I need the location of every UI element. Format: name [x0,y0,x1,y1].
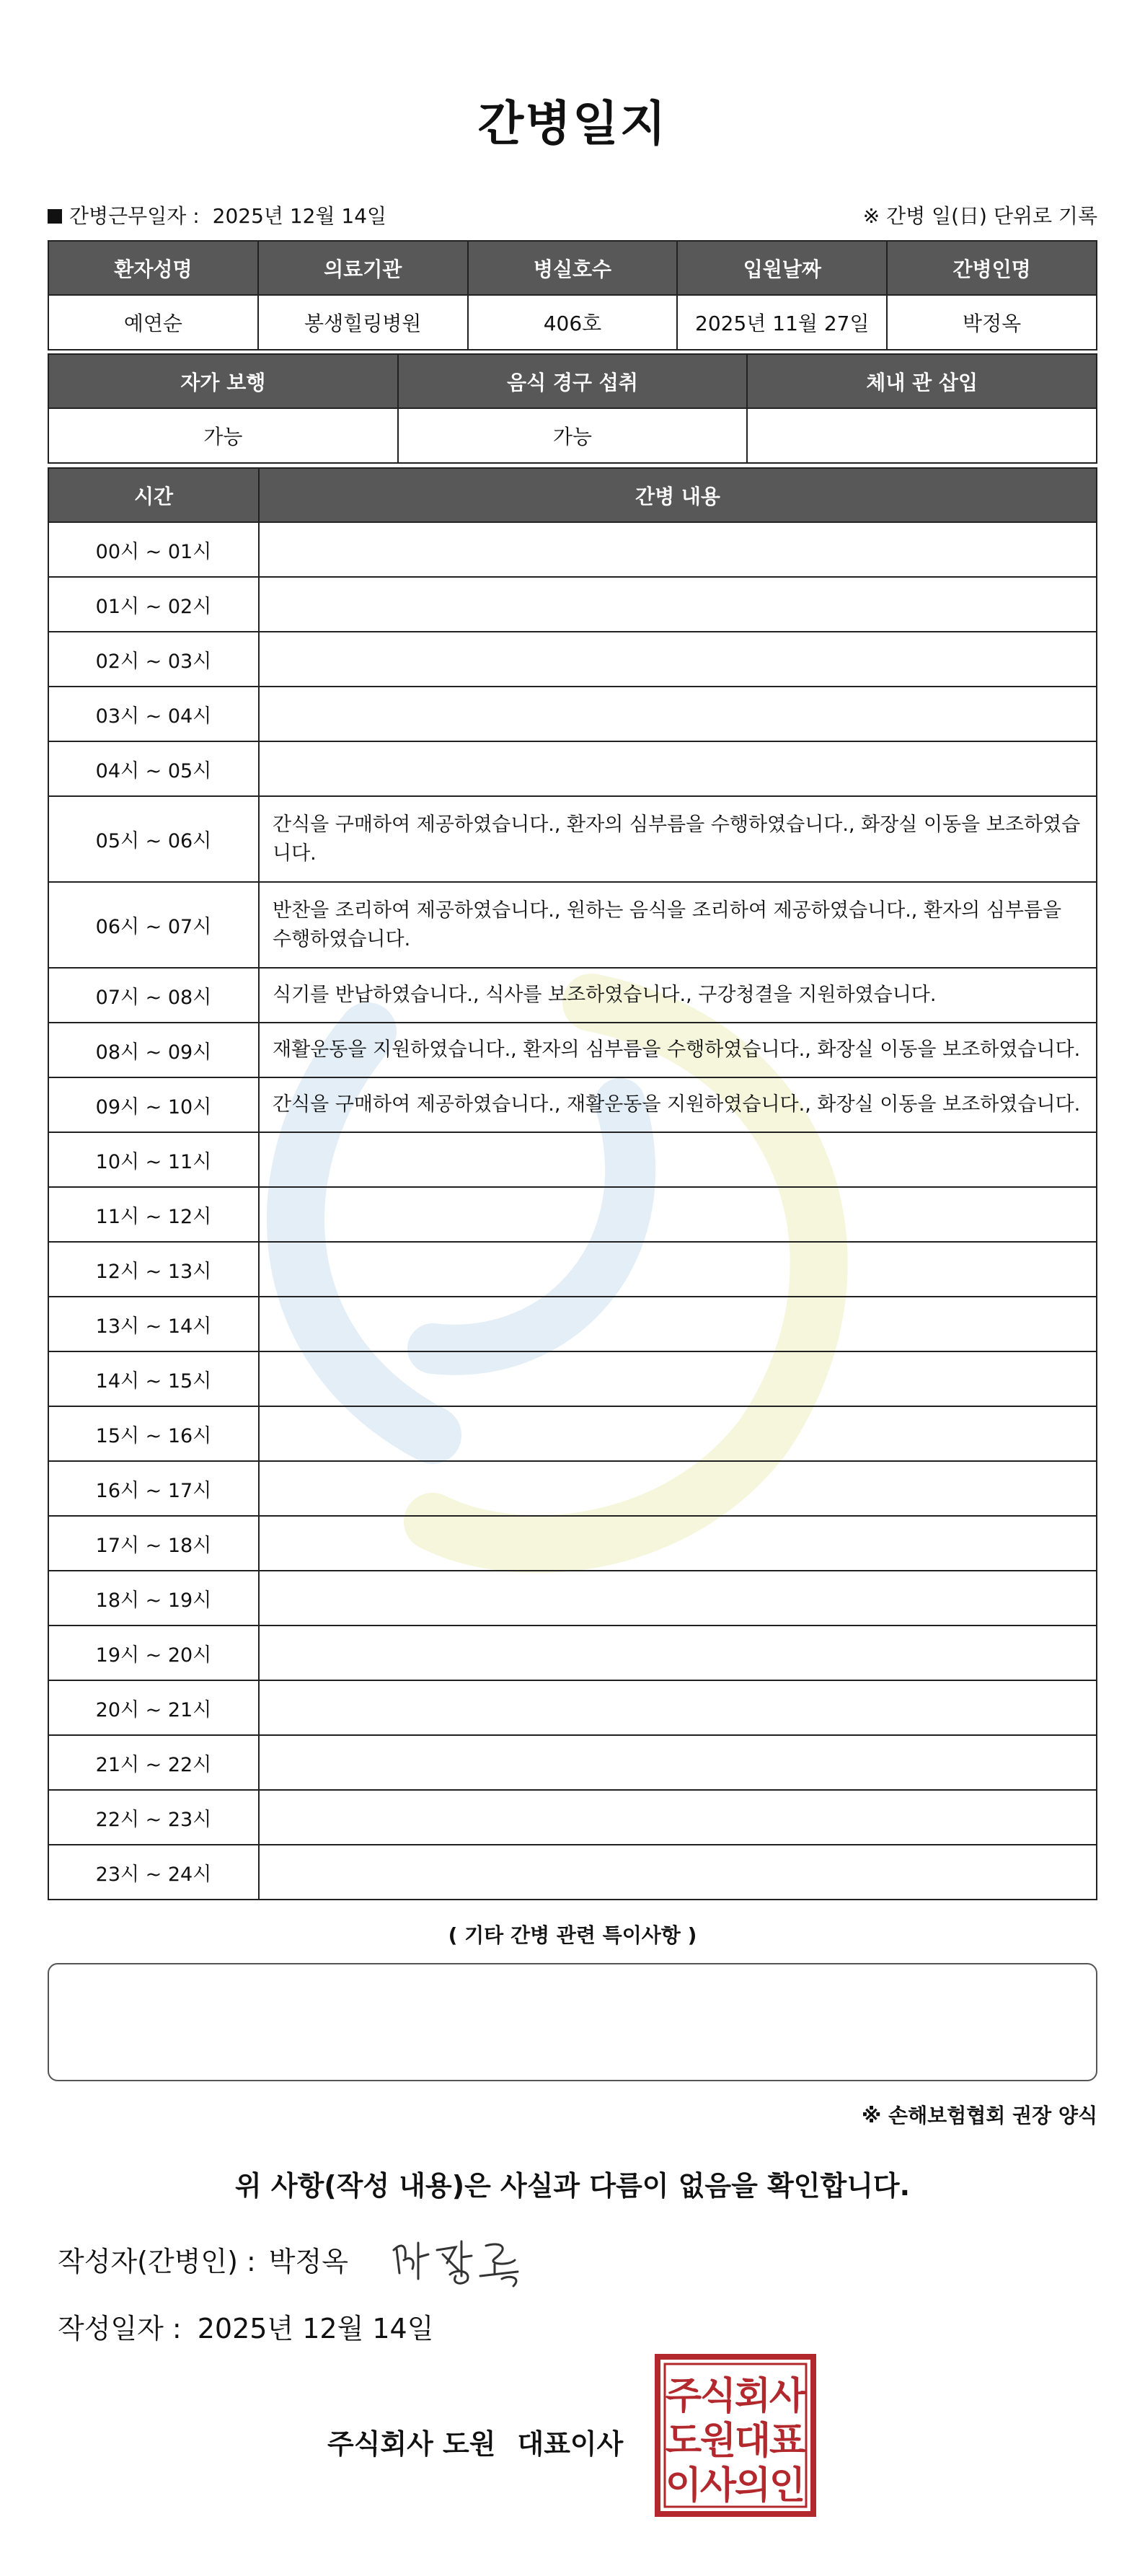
time-cell: 02시 ~ 03시 [48,632,259,687]
table-row [48,1735,1097,1790]
time-cell: 17시 ~ 18시 [48,1516,259,1571]
content-cell [259,1790,1097,1845]
svg-text:인: 인 [769,2463,806,2507]
content-cell [259,577,1097,632]
written-date-label: 작성일자 : [58,2313,182,2345]
time-cell: 19시 ~ 20시 [48,1626,259,1680]
time-cell: 04시 ~ 05시 [48,741,259,796]
table-row [48,522,1097,577]
svg-text:사: 사 [769,2374,806,2418]
content-cell [259,687,1097,741]
table-row [48,741,1097,796]
company-name: 주식회사 도원 [327,2428,496,2460]
table-row [48,577,1097,632]
table-row [48,1351,1097,1406]
tube-insertion-value [747,408,1097,463]
table-row [48,1242,1097,1297]
table-row [48,1680,1097,1735]
header-patient-name: 환자성명 [48,241,258,295]
table-row [48,1187,1097,1242]
header-tube-insertion: 체내 관 삽입 [747,354,1097,408]
table-row [48,968,1097,1023]
content-cell [259,1735,1097,1790]
content-cell: 간식을 구매하여 제공하였습니다., 환자의 심부름을 수행하였습니다., 화장실 이동을 보조하였습니다. [259,796,1097,882]
svg-text:도: 도 [665,2419,702,2463]
table-header-row [48,241,1097,295]
written-date-value: 2025년 12월 14일 [197,2313,434,2345]
content-cell [259,1132,1097,1187]
time-cell: 08시 ~ 09시 [48,1023,259,1077]
svg-text:주: 주 [665,2374,702,2418]
content-cell [259,1297,1097,1351]
header-oral-intake: 음식 경구 섭취 [398,354,748,408]
patient-name: 예연순 [48,295,258,350]
self-walking-value: 가능 [48,408,398,463]
header-admission-date: 입원날짜 [677,241,887,295]
table-row [48,1406,1097,1461]
ability-table [48,353,1097,464]
table-row [48,1571,1097,1626]
header-care-content: 간병 내용 [259,468,1097,522]
table-header-row [48,354,1097,408]
time-cell: 15시 ~ 16시 [48,1406,259,1461]
page-title: 간병일지 [477,96,668,151]
work-date-row [48,200,386,229]
time-cell: 05시 ~ 06시 [48,796,259,882]
company-row [327,2422,623,2461]
table-row [48,1077,1097,1132]
content-cell: 간식을 구매하여 제공하였습니다., 재활운동을 지원하였습니다., 화장실 이동을 보조하였습니다. [259,1077,1097,1132]
writer-label: 작성자(간병인) : [58,2246,256,2277]
table-row [48,1297,1097,1351]
square-bullet-icon [48,209,62,224]
table-row [48,796,1097,882]
ceo-title: 대표이사 [517,2428,624,2460]
time-cell: 22시 ~ 23시 [48,1790,259,1845]
time-cell: 20시 ~ 21시 [48,1680,259,1735]
table-row [48,1845,1097,1900]
time-cell: 07시 ~ 08시 [48,968,259,1023]
content-cell [259,1680,1097,1735]
content-cell [259,1571,1097,1626]
notes-box [48,1963,1097,2081]
time-cell: 03시 ~ 04시 [48,687,259,741]
company-seal [655,2354,816,2517]
table-row [48,295,1097,350]
room-number: 406호 [468,295,678,350]
content-cell [259,1845,1097,1900]
hospital-name: 봉생힐링병원 [258,295,468,350]
content-cell [259,741,1097,796]
time-cell: 23시 ~ 24시 [48,1845,259,1900]
time-cell: 21시 ~ 22시 [48,1735,259,1790]
svg-text:의: 의 [734,2463,772,2507]
patient-info-table [48,240,1097,350]
svg-text:원: 원 [699,2419,737,2463]
svg-text:식: 식 [699,2374,737,2418]
care-log-table [48,467,1097,1900]
table-row [48,1626,1097,1680]
time-cell: 18시 ~ 19시 [48,1571,259,1626]
written-date-row [58,2306,433,2346]
work-date-value: 2025년 12월 14일 [212,204,387,228]
time-cell: 10시 ~ 11시 [48,1132,259,1187]
time-cell: 14시 ~ 15시 [48,1351,259,1406]
table-header-row [48,468,1097,522]
svg-text:대: 대 [734,2419,772,2463]
content-cell: 식기를 반납하였습니다., 식사를 보조하였습니다., 구강청결을 지원하였습니다. [259,968,1097,1023]
time-cell: 01시 ~ 02시 [48,577,259,632]
writer-name: 박정옥 [268,2246,348,2277]
content-cell: 반찬을 조리하여 제공하였습니다., 원하는 음식을 조리하여 제공하였습니다., 환자의 심부름을 수행하였습니다. [259,882,1097,968]
recommend-note: ※ 손해보험협회 권장 양식 [862,2104,1097,2127]
svg-text:이: 이 [665,2463,702,2507]
content-cell: 재활운동을 지원하였습니다., 환자의 심부름을 수행하였습니다., 화장실 이동을 보조하였습니다. [259,1023,1097,1077]
svg-text:회: 회 [734,2374,772,2418]
oral-intake-value: 가능 [398,408,748,463]
header-hospital: 의료기관 [258,241,468,295]
table-row [48,632,1097,687]
work-date-label: 간병근무일자 : [69,204,200,228]
notes-title: ( 기타 간병 관련 특이사항 ) [448,1923,697,1947]
content-cell [259,1406,1097,1461]
content-cell [259,632,1097,687]
table-row [48,687,1097,741]
header-room: 병실호수 [468,241,678,295]
svg-text:표: 표 [769,2419,806,2463]
table-row [48,882,1097,968]
admission-date: 2025년 11월 27일 [677,295,887,350]
table-row [48,1132,1097,1187]
content-cell [259,1242,1097,1297]
writer-row [58,2239,348,2279]
header-caregiver-name: 간병인명 [887,241,1097,295]
table-row [48,1790,1097,1845]
confirm-statement: 위 사항(작성 내용)은 사실과 다름이 없음을 확인합니다. [234,2170,911,2202]
record-note: ※ 간병 일(日) 단위로 기록 [862,204,1097,228]
time-cell: 00시 ~ 01시 [48,522,259,577]
content-cell [259,1626,1097,1680]
table-row [48,1023,1097,1077]
svg-text:사: 사 [699,2463,737,2507]
time-cell: 13시 ~ 14시 [48,1297,259,1351]
time-cell: 09시 ~ 10시 [48,1077,259,1132]
time-cell: 06시 ~ 07시 [48,882,259,968]
content-cell [259,1461,1097,1516]
table-row [48,1461,1097,1516]
table-row [48,1516,1097,1571]
header-time: 시간 [48,468,259,522]
time-cell: 11시 ~ 12시 [48,1187,259,1242]
time-cell: 12시 ~ 13시 [48,1242,259,1297]
table-row [48,408,1097,463]
handwritten-signature [386,2228,560,2293]
content-cell [259,1351,1097,1406]
header-self-walking: 자가 보행 [48,354,398,408]
caregiver-name: 박정옥 [887,295,1097,350]
time-cell: 16시 ~ 17시 [48,1461,259,1516]
content-cell [259,1516,1097,1571]
content-cell [259,1187,1097,1242]
content-cell [259,522,1097,577]
